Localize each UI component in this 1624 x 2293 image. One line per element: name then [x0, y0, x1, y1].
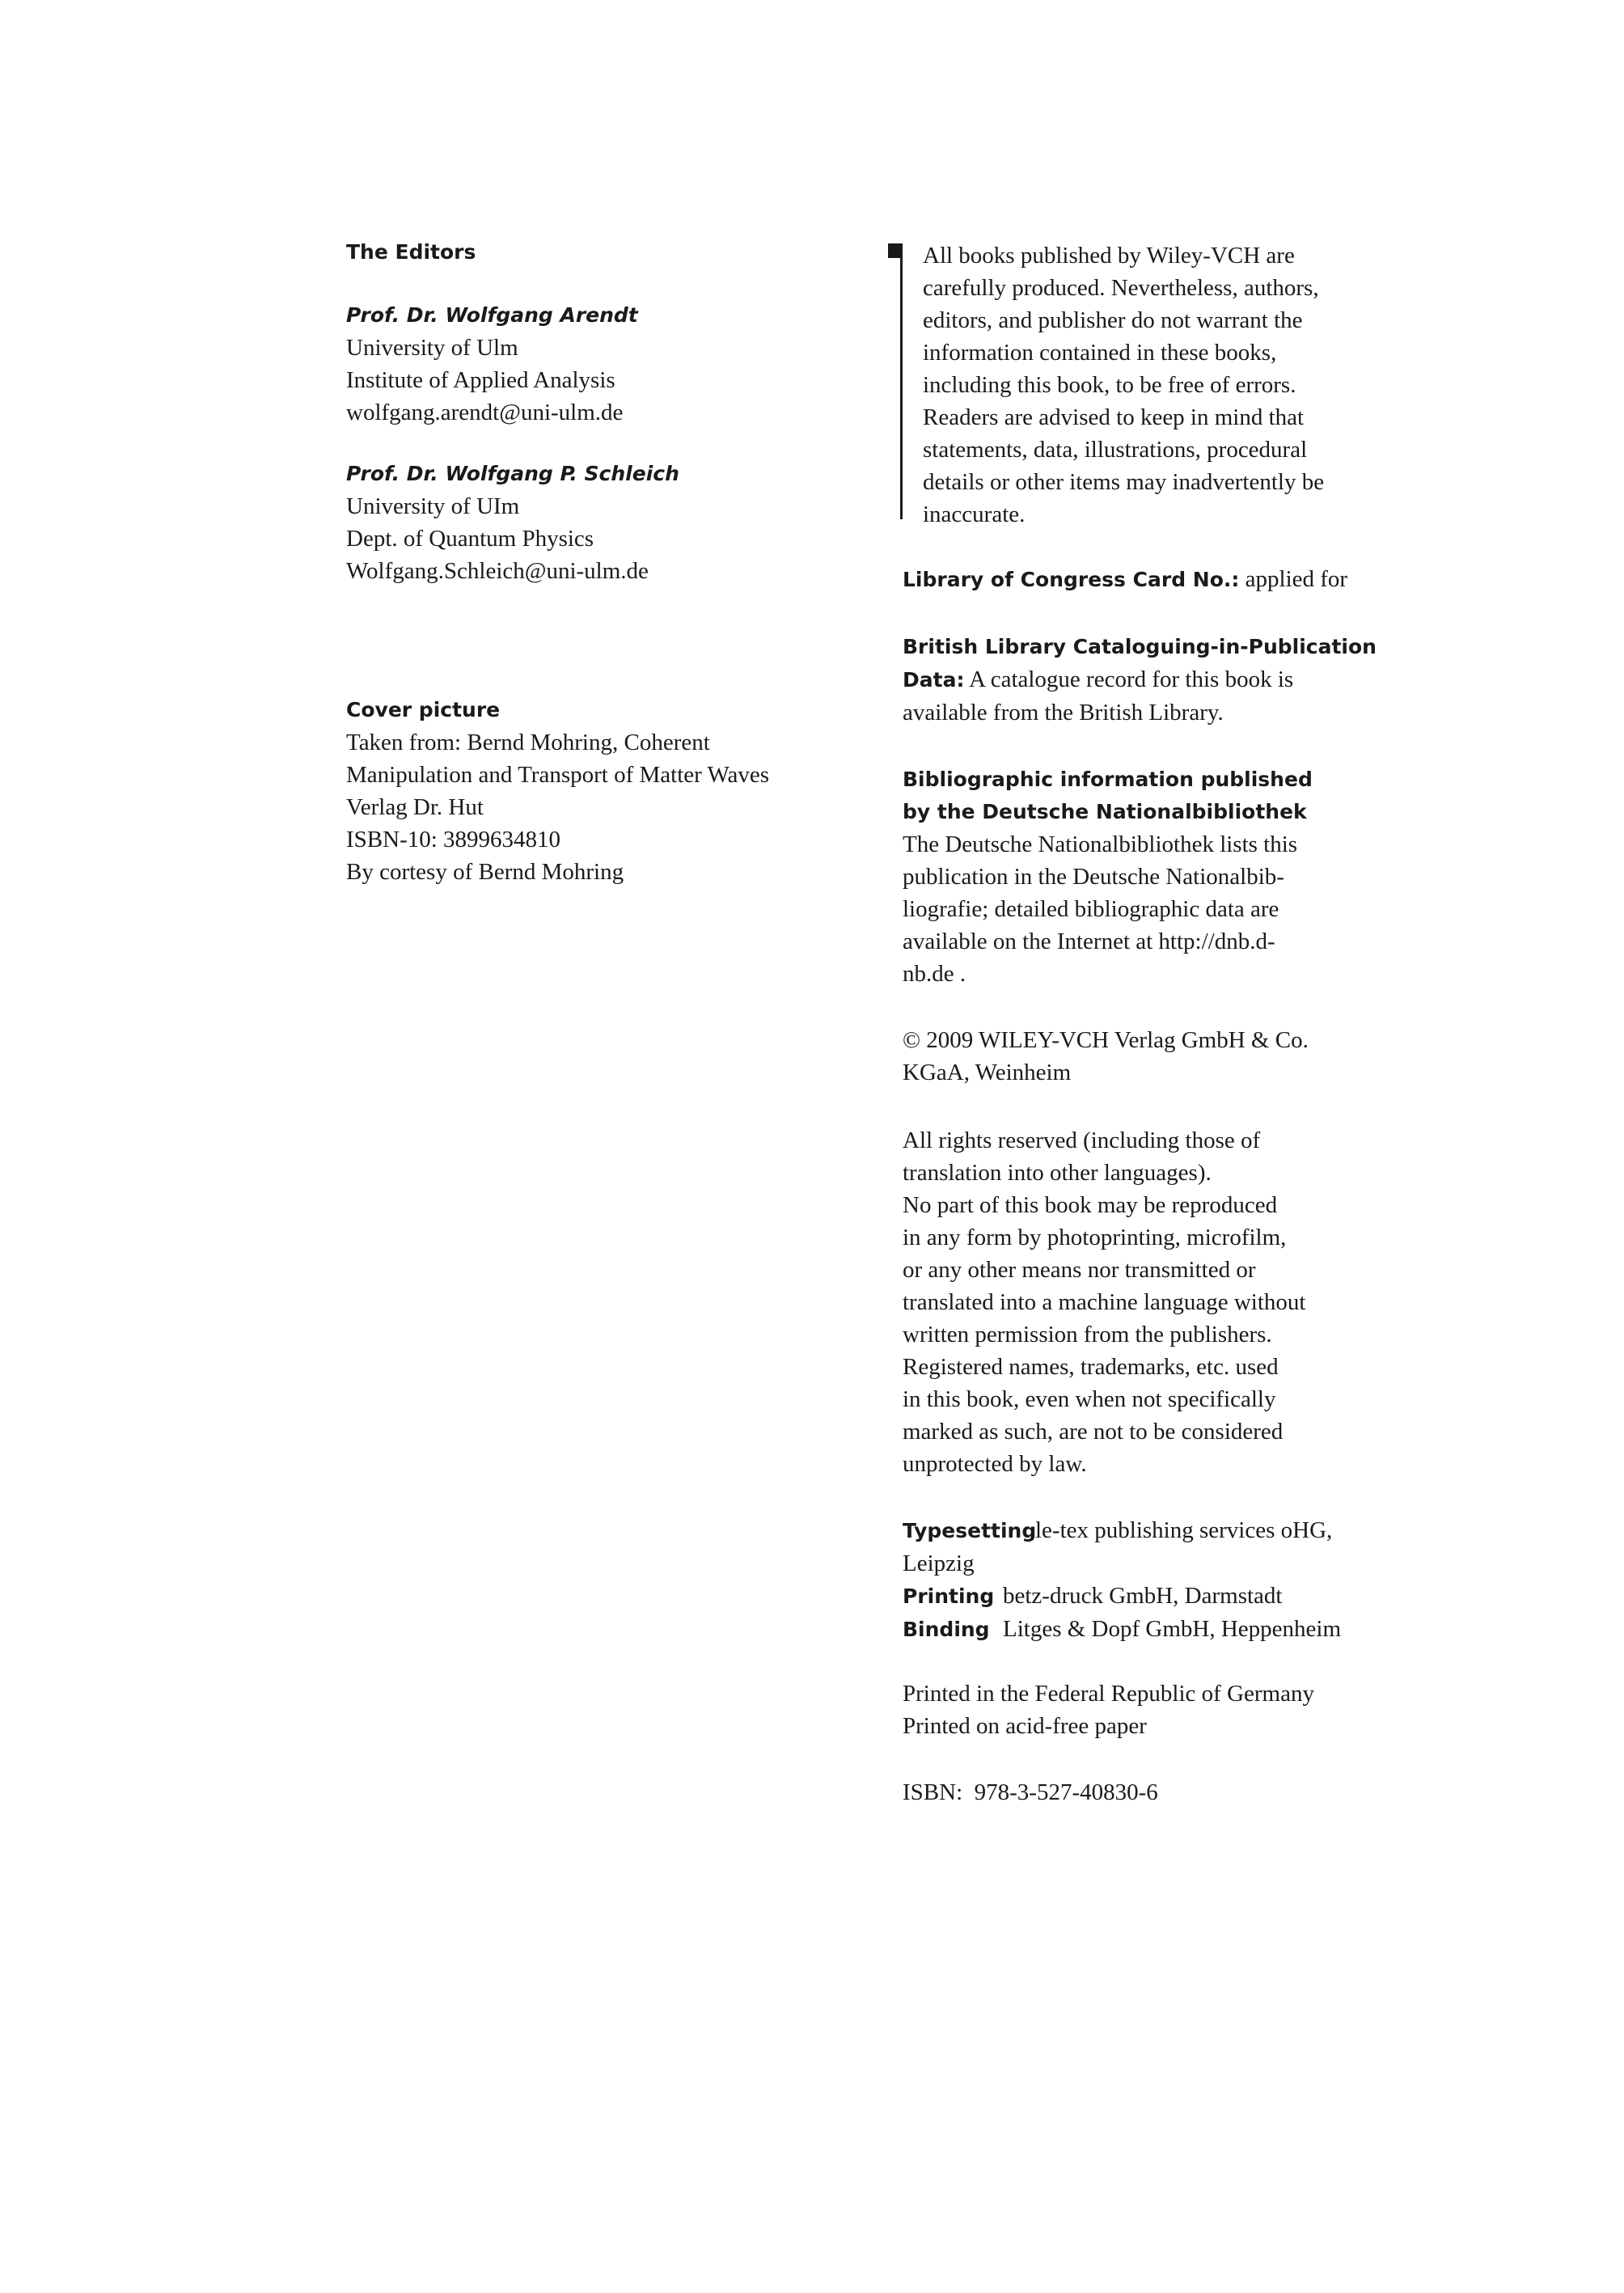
- rights-line: No part of this book may be reproduced: [903, 1192, 1278, 1218]
- rights-line: translation into other languages).: [903, 1160, 1212, 1186]
- rights-line: Registered names, trademarks, etc. used: [903, 1354, 1279, 1380]
- rights-line: translated into a machine language without: [903, 1289, 1306, 1315]
- dnb-line: The Deutsche Nationalbibliothek lists this: [903, 831, 1298, 857]
- binding-label: Binding: [903, 1618, 990, 1641]
- cover-line: By cortesy of Bernd Mohring: [346, 859, 624, 885]
- cover-line: Verlag Dr. Hut: [346, 794, 484, 820]
- loc-line: [903, 563, 1347, 596]
- loc-label: Library of Congress Card No.:: [903, 568, 1240, 591]
- typesetting-value: le-tex publishing services oHG,: [1035, 1517, 1333, 1543]
- printed-section: [903, 1677, 1314, 1742]
- bl-label-data: Data:: [903, 668, 965, 692]
- editor-department: Dept. of Quantum Physics: [346, 526, 594, 552]
- editor-arendt: [346, 299, 638, 429]
- printing-row: [903, 1580, 1341, 1613]
- disclaimer: [923, 239, 1376, 531]
- cover-line: Manipulation and Transport of Matter Waves: [346, 762, 770, 788]
- editor-name: Prof. Dr. Wolfgang Arendt: [346, 303, 638, 327]
- typesetting-row: [903, 1514, 1341, 1547]
- bl-text: available from the British Library.: [903, 700, 1224, 726]
- printing-value: betz-druck GmbH, Darmstadt: [1003, 1583, 1283, 1609]
- rights-line: in this book, even when not specifically: [903, 1386, 1276, 1412]
- editor-schleich: [346, 458, 679, 587]
- cover-picture-section: [346, 694, 769, 888]
- dnb-line: liografie; detailed bibliographic data are: [903, 896, 1279, 922]
- binding-row: [903, 1613, 1341, 1646]
- disclaimer-line: Readers are advised to keep in mind that: [923, 404, 1305, 430]
- rights-line: marked as such, are not to be considered: [903, 1419, 1284, 1445]
- disclaimer-line: information contained in these books,: [923, 340, 1277, 366]
- editor-name: Prof. Dr. Wolfgang P. Schleich: [346, 462, 679, 485]
- disclaimer-line: editors, and publisher do not warrant the: [923, 307, 1303, 333]
- copyright-line: KGaA, Weinheim: [903, 1060, 1072, 1085]
- binding-value: Litges & Dopf GmbH, Heppenheim: [1003, 1616, 1342, 1642]
- printed-line: Printed on acid-free paper: [903, 1713, 1147, 1739]
- loc-card: [903, 563, 1347, 596]
- dnb-line: nb.de .: [903, 961, 966, 987]
- bl-text: A catalogue record for this book is: [964, 666, 1294, 692]
- bl-label: British Library Cataloguing-in-Publication: [903, 635, 1377, 658]
- cover-heading: Cover picture: [346, 698, 501, 721]
- dnb-line: available on the Internet at http://dnb.d-: [903, 929, 1275, 954]
- editors-section: [346, 236, 476, 269]
- typesetting-value-cont: Leipzig: [903, 1551, 975, 1576]
- cover-line: Taken from: Bernd Mohring, Coherent: [346, 730, 710, 755]
- loc-value: applied for: [1239, 566, 1348, 592]
- bl-line: [903, 663, 1377, 696]
- dnb-heading: by the Deutsche Nationalbibliothek: [903, 800, 1307, 823]
- disclaimer-line: statements, data, illustrations, procedural: [923, 437, 1308, 463]
- typesetting-label: Typesetting: [903, 1519, 1037, 1542]
- editors-heading: The Editors: [346, 240, 476, 264]
- margin-marker: [888, 243, 901, 258]
- disclaimer-line: inaccurate.: [923, 501, 1026, 527]
- cover-line: ISBN-10: 3899634810: [346, 827, 561, 852]
- rights-line: or any other means nor transmitted or: [903, 1257, 1256, 1283]
- printed-line: Printed in the Federal Republic of Germany: [903, 1681, 1314, 1707]
- disclaimer-line: carefully produced. Nevertheless, authors,: [923, 275, 1319, 301]
- disclaimer-line: details or other items may inadvertently be: [923, 469, 1325, 495]
- british-library-section: [903, 631, 1377, 729]
- editor-email: wolfgang.arendt@uni-ulm.de: [346, 400, 624, 425]
- rights-line: unprotected by law.: [903, 1451, 1087, 1477]
- printing-label: Printing: [903, 1584, 995, 1608]
- copyright-line: © 2009 WILEY-VCH Verlag GmbH & Co.: [903, 1027, 1309, 1053]
- rights-section: [903, 1124, 1305, 1480]
- isbn-section: [903, 1776, 1158, 1809]
- dnb-line: publication in the Deutsche Nationalbib-: [903, 864, 1284, 890]
- dnb-section: [903, 764, 1313, 990]
- credits-section: [903, 1514, 1341, 1646]
- rights-line: All rights reserved (including those of: [903, 1127, 1261, 1153]
- disclaimer-line: All books published by Wiley-VCH are: [923, 243, 1295, 269]
- margin-rule: [900, 243, 903, 519]
- copyright-section: [903, 1024, 1309, 1089]
- editor-email: Wolfgang.Schleich@uni-ulm.de: [346, 558, 649, 584]
- editor-affiliation: University of Ulm: [346, 335, 518, 361]
- disclaimer-line: including this book, to be free of errors.: [923, 372, 1296, 398]
- dnb-heading: Bibliographic information published: [903, 768, 1313, 791]
- editor-department: Institute of Applied Analysis: [346, 367, 615, 393]
- rights-line: in any form by photoprinting, microfilm,: [903, 1225, 1287, 1250]
- editor-affiliation: University of UIm: [346, 493, 520, 519]
- rights-line: written permission from the publishers.: [903, 1322, 1272, 1347]
- isbn: ISBN: 978-3-527-40830-6: [903, 1779, 1158, 1805]
